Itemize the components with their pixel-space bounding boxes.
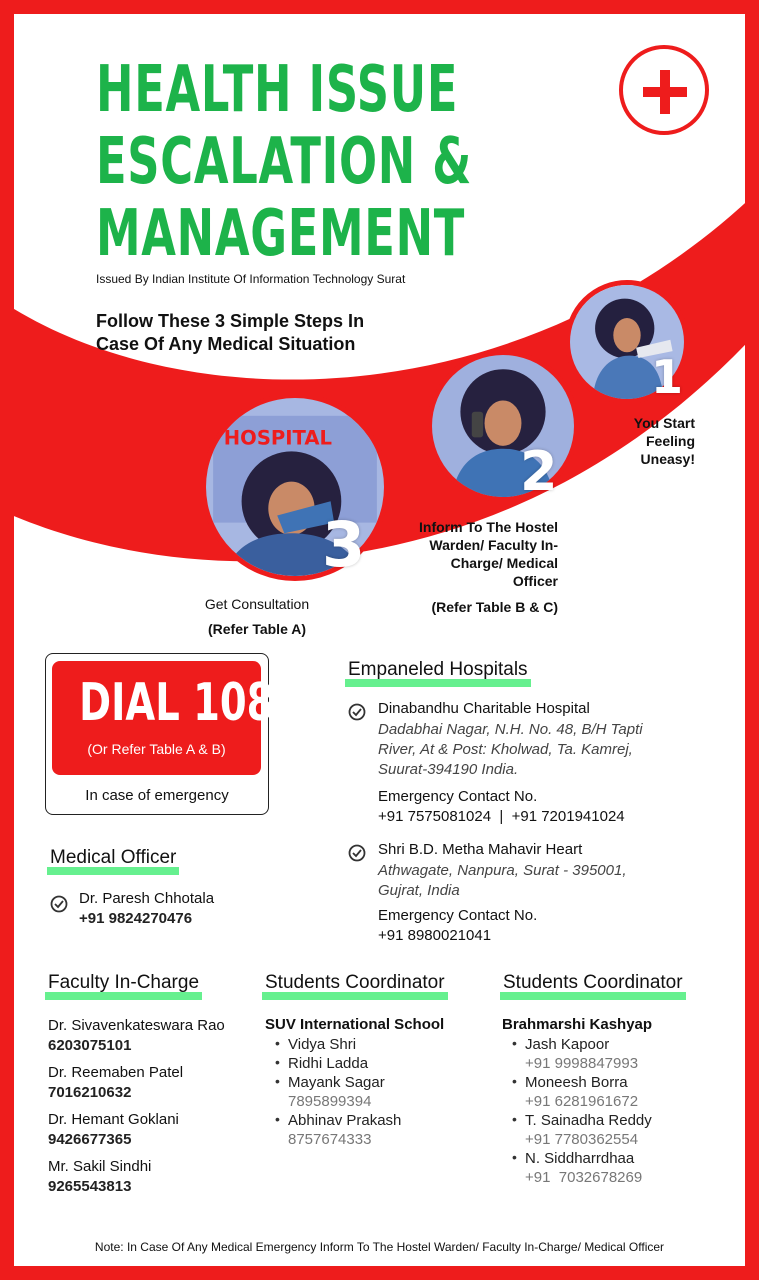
coordinator-item [502,1073,722,1111]
faculty-phone: 7016210632 [48,1084,132,1101]
dial-footer: In case of emergency [85,787,229,804]
coordinator-phone: +91 6281961672 [525,1093,639,1110]
hospital-item [348,841,728,951]
coordinator-list [265,1016,485,1149]
faculty-phone: 9265543813 [48,1178,132,1195]
faculty-name: Dr. Hemant Goklani [48,1111,179,1128]
step-1-line: Feeling [645,433,695,449]
coordinator-name: • Ridhi Ladda [288,1055,369,1072]
step-3-line: Get Consultation [204,596,310,612]
coordinator-name: • Vidya Shri [288,1036,357,1053]
coordinator-name: • N. Siddharrdhaa [525,1150,635,1167]
emergency-contact-label: Emergency Contact No. [378,788,538,805]
address-line: Gujrat, India [378,882,460,899]
faculty-list [48,1016,258,1204]
step-1-text [590,414,695,468]
hospital-phones: +91 7575081024 | +91 7201941024 [378,808,625,825]
address-line: Suurat-394190 India. [378,761,519,778]
hospital-name: Shri B.D. Metha Mahavir Heart [378,841,583,858]
step-1-line: You Start [633,415,695,431]
coordinator-item [265,1054,485,1073]
step-2-line: Charge/ Medical [450,555,558,571]
coordinator-item [502,1111,722,1149]
hospital-address [378,720,678,780]
title-line-1: HEALTH ISSUE [96,53,459,127]
intro-line-2: Case Of Any Medical Situation [96,334,356,354]
medical-officer-phone: +91 9824270476 [79,910,193,927]
hospital-sign: HOSPITAL [223,426,333,450]
faculty-heading: Faculty In-Charge [48,972,200,993]
step-3-text [177,595,337,638]
intro-text [96,310,416,356]
coordinator-list [502,1016,722,1187]
check-icon [50,895,68,913]
step-2-ref: (Refer Table B & C) [431,599,558,615]
step-1-line: Uneasy! [640,451,695,467]
step-2-line: Officer [512,573,558,589]
hospitals-heading: Empaneled Hospitals [348,659,528,680]
coordinator-name: • T. Sainadha Reddy [525,1112,652,1129]
medical-officer-name: Dr. Paresh Chhotala [79,890,215,907]
issued-by: Issued By Indian Institute Of Information Technology Surat [96,272,406,286]
coordinator-item [265,1035,485,1054]
dial-subtitle: (Or Refer Table A & B) [87,741,226,757]
dial-banner [52,661,274,775]
dial-108-card [45,653,274,815]
medical-cross-icon [619,45,709,135]
page-title [96,54,472,270]
faculty-phone: 9426677365 [48,1131,132,1148]
step-2-line: Inform To The Hostel [419,519,558,535]
faculty-name: Dr. Sivavenkateswara Rao [48,1017,225,1034]
hospital-name: Dinabandhu Charitable Hospital [378,700,590,717]
coordinator-phone: +91 7780362554 [525,1131,639,1148]
coordinator-name: • Moneesh Borra [525,1074,628,1091]
hospital-phones: +91 8980021041 [378,927,492,944]
faculty-item [48,1157,258,1197]
coordinator-org: SUV International School [265,1016,445,1033]
faculty-name: Mr. Sakil Sindhi [48,1158,152,1175]
hospital-address [378,861,678,901]
step-2-number: 2 [520,440,558,503]
address-line: River, At & Post: Kholwad, Ta. Kamrej, [378,741,633,758]
check-icon [348,844,366,862]
emergency-contact-label: Emergency Contact No. [378,907,538,924]
step-1-number: 1 [651,350,684,404]
hospital-item [348,700,728,830]
coordinator-phone: 8757674333 [288,1131,372,1148]
medical-officer-heading: Medical Officer [50,847,177,868]
step-2-line: Warden/ Faculty In- [429,537,558,553]
coordinator-name: • Jash Kapoor [525,1036,610,1053]
step-3-ref: (Refer Table A) [207,621,306,637]
intro-line-1: Follow These 3 Simple Steps In [96,311,365,331]
title-line-2: ESCALATION & [96,125,473,199]
title-line-3: MANAGEMENT [96,197,466,271]
faculty-name: Dr. Reemaben Patel [48,1064,184,1081]
step-2-text [380,518,558,616]
faculty-item [48,1016,258,1056]
step-3-number: 3 [322,508,366,581]
coordinator-phone: +91 7032678269 [525,1169,643,1186]
address-line: Athwagate, Nanpura, Surat - 395001, [378,862,627,879]
coordinator-item [502,1149,722,1187]
dial-title: DIAL 108 [79,673,274,733]
coordinator-item [502,1035,722,1073]
students-coordinator-heading: Students Coordinator [503,972,683,993]
check-icon [348,703,366,721]
coordinator-org: Brahmarshi Kashyap [502,1016,653,1033]
coordinator-item [265,1111,485,1149]
coordinator-name: • Mayank Sagar [288,1074,385,1091]
coordinator-name: • Abhinav Prakash [288,1112,402,1129]
coordinator-phone: 7895899394 [288,1093,372,1110]
coordinator-phone: +91 9998847993 [525,1055,639,1072]
address-line: Dadabhai Nagar, N.H. No. 48, B/H Tapti [378,721,643,738]
faculty-item [48,1110,258,1150]
faculty-item [48,1063,258,1103]
footer-note: Note: In Case Of Any Medical Emergency Inform To The Hostel Warden/ Faculty In-Charge/ Medical Officer [94,1240,665,1254]
faculty-phone: 6203075101 [48,1037,132,1054]
students-coordinator-heading: Students Coordinator [265,972,445,993]
coordinator-item [265,1073,485,1111]
